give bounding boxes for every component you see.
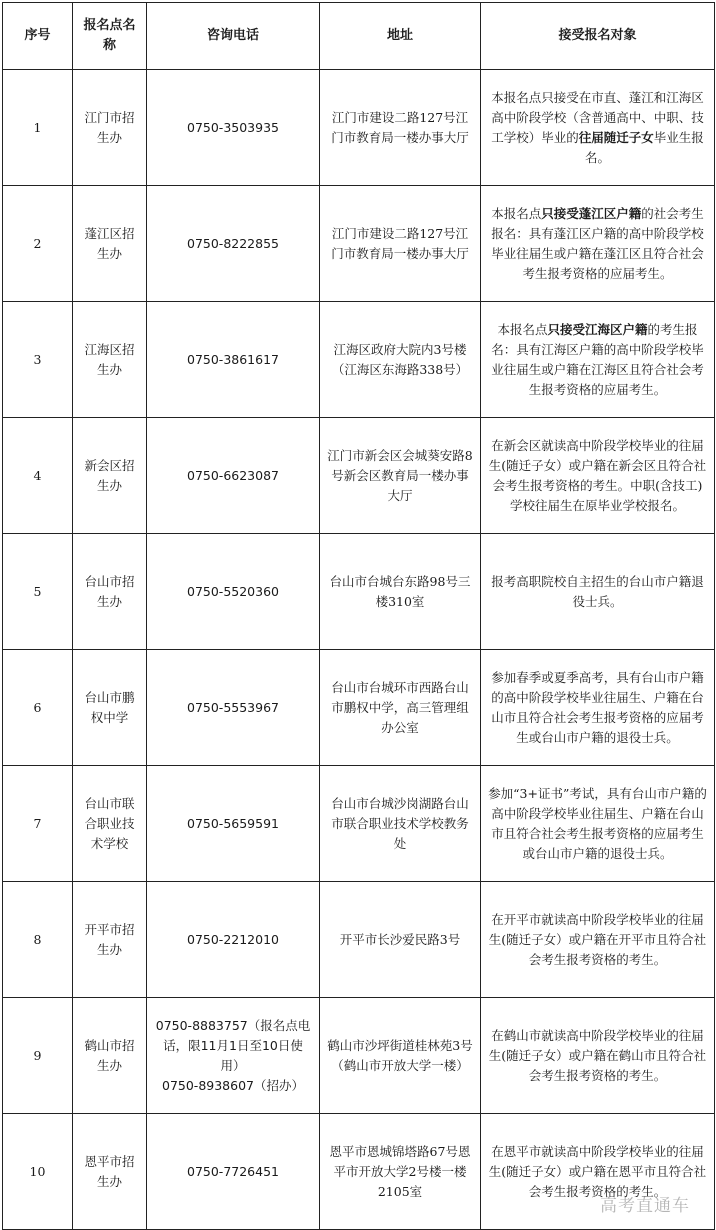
phone-number: 0750-2212010 bbox=[147, 882, 320, 998]
eligible-applicants bbox=[481, 766, 715, 882]
eligible-applicants bbox=[481, 650, 715, 766]
header-row bbox=[3, 3, 715, 70]
registration-point: 江海区招生办 bbox=[73, 302, 147, 418]
header-target: 接受报名对象 bbox=[481, 3, 715, 70]
header-phone: 咨询电话 bbox=[147, 3, 320, 70]
target-text: 在新会区就读高中阶段学校毕业的往届生(随迁子女）或户籍在新会区且符合社会考生报考资格的考生。中职(含技工)学校往届生在原毕业学校报名。 bbox=[488, 437, 707, 513]
row-number: 10 bbox=[3, 1114, 73, 1230]
address: 鹤山市沙坪街道桂林苑3号（鹤山市开放大学一楼） bbox=[320, 998, 481, 1114]
target-text: 毕业生报名。 bbox=[584, 129, 704, 165]
target-text: 本报名点 bbox=[491, 205, 542, 221]
row-number: 1 bbox=[3, 70, 73, 186]
phone-number: 0750-8222855 bbox=[147, 186, 320, 302]
phone-number: 0750-5553967 bbox=[147, 650, 320, 766]
row-number: 2 bbox=[3, 186, 73, 302]
address: 开平市长沙爱民路3号 bbox=[320, 882, 481, 998]
header-point: 报名点名称 bbox=[73, 3, 147, 70]
eligible-applicants bbox=[481, 534, 715, 650]
target-text: 的社会考生报名：具有蓬江区户籍的高中阶段学校毕业往届生或户籍在蓬江区且符合社会考生报考资格的应届考生。 bbox=[491, 205, 704, 281]
registration-point: 开平市招生办 bbox=[73, 882, 147, 998]
table-row bbox=[3, 186, 715, 302]
eligible-applicants bbox=[481, 882, 715, 998]
address: 江门市建设二路127号江门市教育局一楼办事大厅 bbox=[320, 70, 481, 186]
table-row bbox=[3, 302, 715, 418]
registration-point: 蓬江区招生办 bbox=[73, 186, 147, 302]
row-number: 6 bbox=[3, 650, 73, 766]
eligible-applicants bbox=[481, 418, 715, 534]
phone-number: 0750-5659591 bbox=[147, 766, 320, 882]
address: 江门市建设二路127号江门市教育局一楼办事大厅 bbox=[320, 186, 481, 302]
table-row bbox=[3, 998, 715, 1114]
row-number: 8 bbox=[3, 882, 73, 998]
table-row bbox=[3, 766, 715, 882]
watermark: 高考直通车 bbox=[600, 1196, 690, 1216]
address: 江门市新会区会城葵安路8号新会区教育局一楼办事大厅 bbox=[320, 418, 481, 534]
row-number: 3 bbox=[3, 302, 73, 418]
target-text: 在恩平市就读高中阶段学校毕业的往届生(随迁子女）或户籍在恩平市且符合社会考生报考资格的考生。 bbox=[488, 1143, 707, 1199]
target-text: 参加“3+证书”考试，具有台山市户籍的高中阶段学校毕业往届生、户籍在台山市且符合社会考生报考资格的应届考生或台山市户籍的退役士兵。 bbox=[488, 785, 707, 861]
eligible-applicants bbox=[481, 186, 715, 302]
target-text: 本报名点 bbox=[497, 321, 548, 337]
address: 台山市台城环市西路台山市鹏权中学，高三管理组办公室 bbox=[320, 650, 481, 766]
address: 江海区政府大院内3号楼（江海区东海路338号） bbox=[320, 302, 481, 418]
emphasis-text: 只接受江海区户籍 bbox=[547, 321, 648, 337]
row-number: 7 bbox=[3, 766, 73, 882]
address: 台山市台城沙岗湖路台山市联合职业技术学校教务处 bbox=[320, 766, 481, 882]
phone-number: 0750-3861617 bbox=[147, 302, 320, 418]
table-row bbox=[3, 418, 715, 534]
target-text: 参加春季或夏季高考，具有台山市户籍的高中阶段学校毕业往届生、户籍在台山市且符合社会考生报考资格的应届考生或台山市户籍的退役士兵。 bbox=[491, 669, 704, 745]
header-address: 地址 bbox=[320, 3, 481, 70]
phone-number: 0750-8883757（报名点电话，限11月1日至10日使用） 0750-8938607（招办） bbox=[147, 998, 320, 1114]
row-number: 5 bbox=[3, 534, 73, 650]
address: 台山市台城台东路98号三楼310室 bbox=[320, 534, 481, 650]
phone-number: 0750-6623087 bbox=[147, 418, 320, 534]
emphasis-text: 只接受蓬江区户籍 bbox=[541, 205, 642, 221]
table-row bbox=[3, 70, 715, 186]
registration-point: 台山市鹏权中学 bbox=[73, 650, 147, 766]
registration-point: 台山市联合职业技术学校 bbox=[73, 766, 147, 882]
row-number: 9 bbox=[3, 998, 73, 1114]
registration-table bbox=[2, 2, 715, 1230]
registration-point: 江门市招生办 bbox=[73, 70, 147, 186]
phone-number: 0750-5520360 bbox=[147, 534, 320, 650]
eligible-applicants bbox=[481, 70, 715, 186]
eligible-applicants bbox=[481, 998, 715, 1114]
registration-point: 鹤山市招生办 bbox=[73, 998, 147, 1114]
table-row bbox=[3, 882, 715, 998]
phone-number: 0750-3503935 bbox=[147, 70, 320, 186]
emphasis-text: 往届随迁子女 bbox=[578, 129, 654, 145]
registration-point: 恩平市招生办 bbox=[73, 1114, 147, 1230]
header-no: 序号 bbox=[3, 3, 73, 70]
phone-number: 0750-7726451 bbox=[147, 1114, 320, 1230]
target-text: 本报名点只接受在市直、蓬江和江海区高中阶段学校（含普通高中、中职、技工学校）毕业的 bbox=[491, 89, 704, 145]
target-text: 在鹤山市就读高中阶段学校毕业的往届生(随迁子女）或户籍在鹤山市且符合社会考生报考资格的考生。 bbox=[488, 1027, 707, 1083]
target-text: 在开平市就读高中阶段学校毕业的往届生(随迁子女）或户籍在开平市且符合社会考生报考资格的考生。 bbox=[488, 911, 707, 967]
target-text: 的考生报名：具有江海区户籍的高中阶段学校毕业往届生或户籍在江海区且符合社会考生报考资格的应届考生。 bbox=[491, 321, 704, 397]
registration-point: 台山市招生办 bbox=[73, 534, 147, 650]
target-text: 报考高职院校自主招生的台山市户籍退役士兵。 bbox=[491, 573, 704, 609]
registration-point: 新会区招生办 bbox=[73, 418, 147, 534]
table-body bbox=[3, 70, 715, 1230]
table-row bbox=[3, 534, 715, 650]
row-number: 4 bbox=[3, 418, 73, 534]
table-row bbox=[3, 650, 715, 766]
address: 恩平市恩城锦塔路67号恩平市开放大学2号楼一楼2105室 bbox=[320, 1114, 481, 1230]
eligible-applicants bbox=[481, 302, 715, 418]
